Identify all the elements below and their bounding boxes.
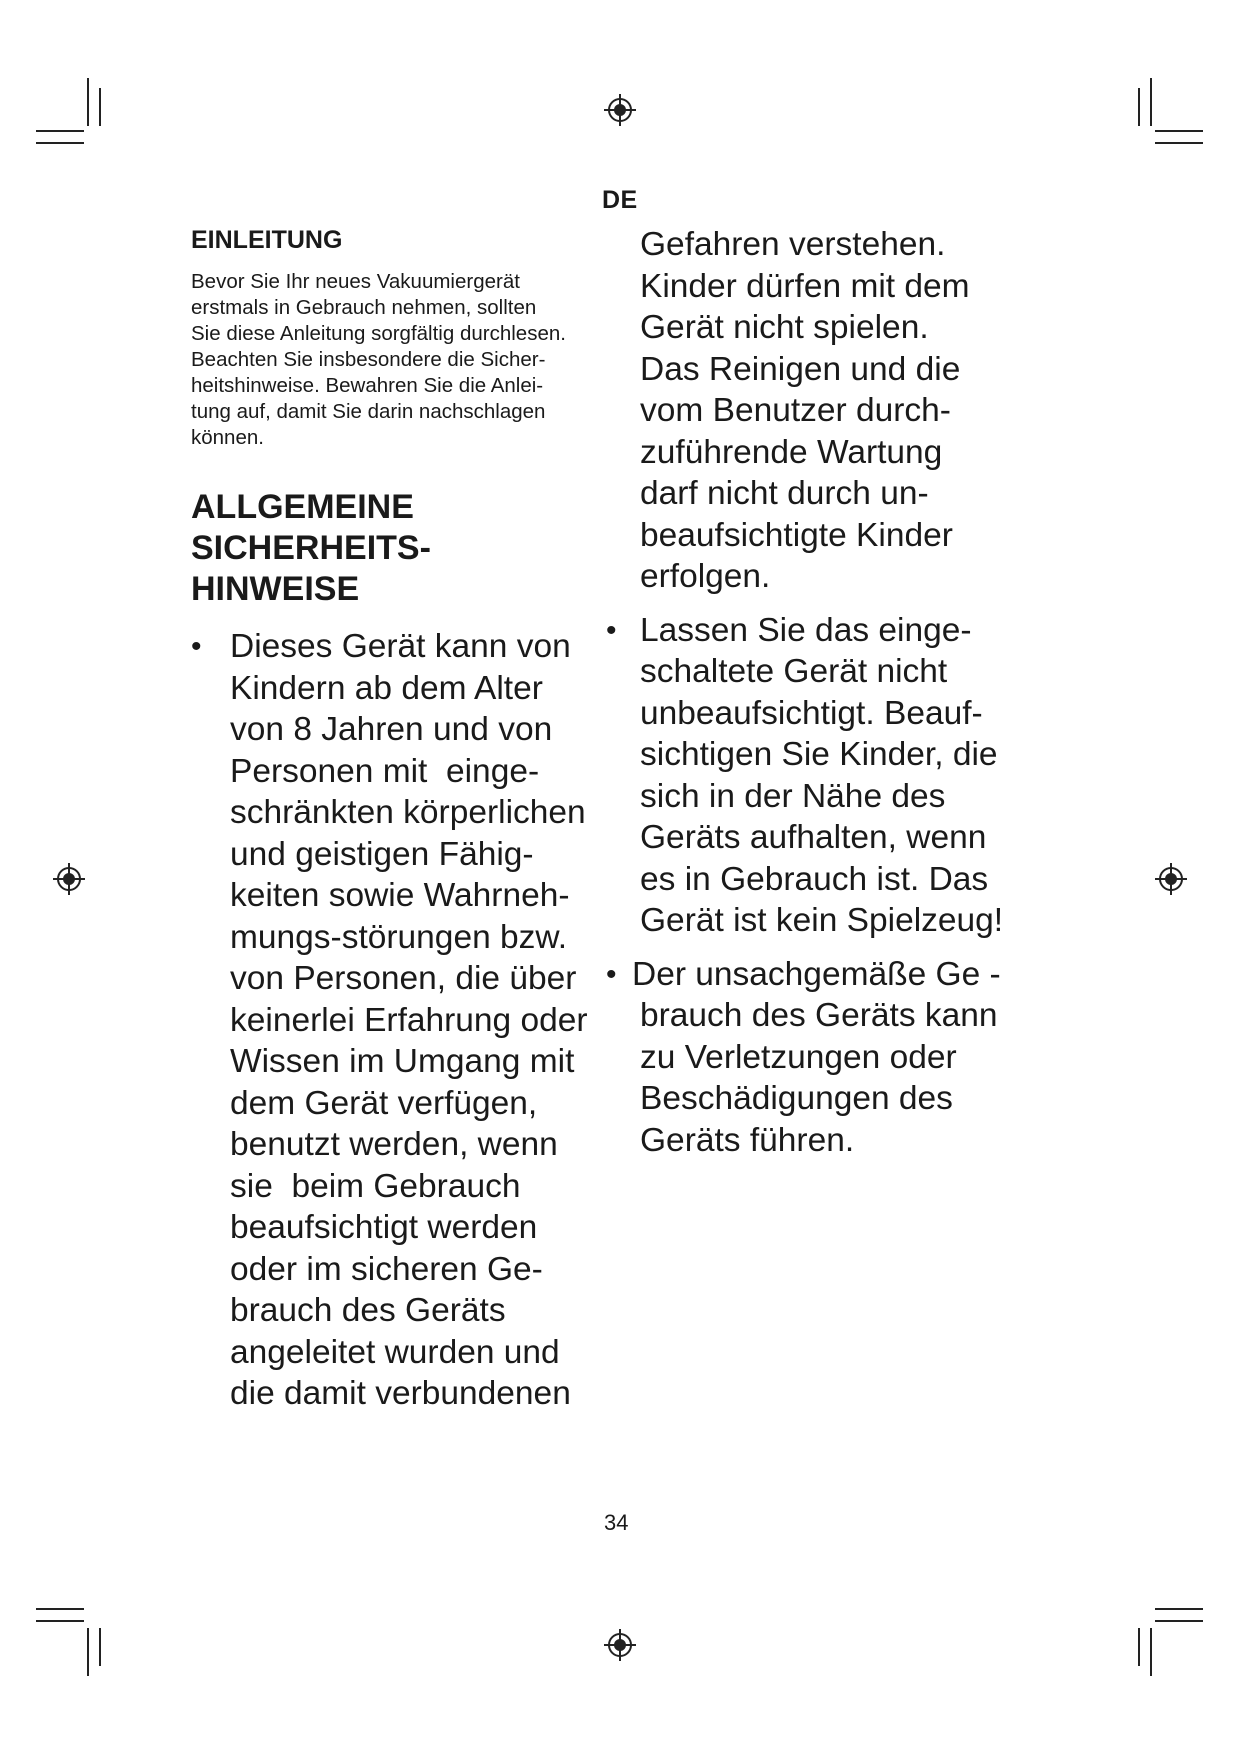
- bullet-item: • Dieses Gerät kann von Kindern ab dem Alter von 8 Jahren und von Personen mit einge- schränkten körperlichen und geistigen Fähig- keiten sowie Wahrneh- mungs-störungen bzw. von Personen, die über keinerlei Erfahrung oder Wissen im Umgang mit dem Gerät verfügen, benutzt werden, wenn sie beim Gebrauch beaufsichtigt werden oder im sicheren Ge- brauch des Geräts angeleitet wurden und die damit verbundenen: [191, 628, 588, 1412]
- page-number: 34: [604, 1510, 629, 1535]
- crop-mark: [36, 1608, 84, 1610]
- registration-mark-icon: [1154, 862, 1188, 896]
- crop-mark: [1155, 1608, 1203, 1610]
- crop-mark: [1138, 88, 1140, 126]
- registration-mark-icon: [603, 93, 637, 127]
- crop-mark: [1138, 1628, 1140, 1666]
- crop-mark: [36, 130, 84, 132]
- language-code: DE: [602, 186, 638, 214]
- bullet-item: • Der unsachgemäße Ge - brauch des Geräts kann zu Verletzungen oder Beschädigungen des Geräts führen.: [606, 955, 1001, 1159]
- crop-mark: [99, 88, 101, 126]
- crop-mark: [36, 142, 84, 144]
- bullet-continuation: Gefahren verstehen. Kinder dürfen mit dem Gerät nicht spielen. Das Reinigen und die vom Benutzer durch- zuführende Wartung darf nicht durch un- beaufsichtigte Kinder erfolgen.: [640, 226, 970, 595]
- bullet-dot: •: [606, 957, 617, 991]
- registration-mark-icon: [603, 1628, 637, 1662]
- intro-heading: EINLEITUNG: [191, 226, 343, 254]
- bullet-item: • Lassen Sie das einge- schaltete Gerät nicht unbeaufsichtigt. Beauf- sichtigen Sie Kinder, die sich in der Nähe des Geräts aufhalten, wenn es in Gebrauch ist. Das Gerät ist kein Spielzeug!: [606, 611, 1004, 939]
- safety-heading: ALLGEMEINE SICHERHEITS- HINWEISE: [191, 488, 431, 608]
- crop-mark: [1155, 1620, 1203, 1622]
- crop-mark: [1150, 78, 1152, 126]
- crop-mark: [99, 1628, 101, 1666]
- left-column: [191, 226, 611, 1415]
- crop-mark: [1155, 130, 1203, 132]
- intro-text: Bevor Sie Ihr neues Vakuumiergerät erstmals in Gebrauch nehmen, sollten Sie diese Anleitung sorgfältig durchlesen. Beachten Sie insbesondere die Sicher- heitshinweise. Bewahren Sie die Anlei- tung auf, damit Sie darin nachschlagen können.: [191, 270, 566, 449]
- bullet-dot: •: [191, 630, 202, 663]
- crop-mark: [87, 78, 89, 126]
- crop-mark: [1150, 1628, 1152, 1676]
- crop-mark: [1155, 142, 1203, 144]
- crop-mark: [36, 1620, 84, 1622]
- bullet-dot: •: [606, 613, 617, 647]
- right-column: [606, 224, 1080, 1161]
- crop-mark: [87, 1628, 89, 1676]
- registration-mark-icon: [52, 862, 86, 896]
